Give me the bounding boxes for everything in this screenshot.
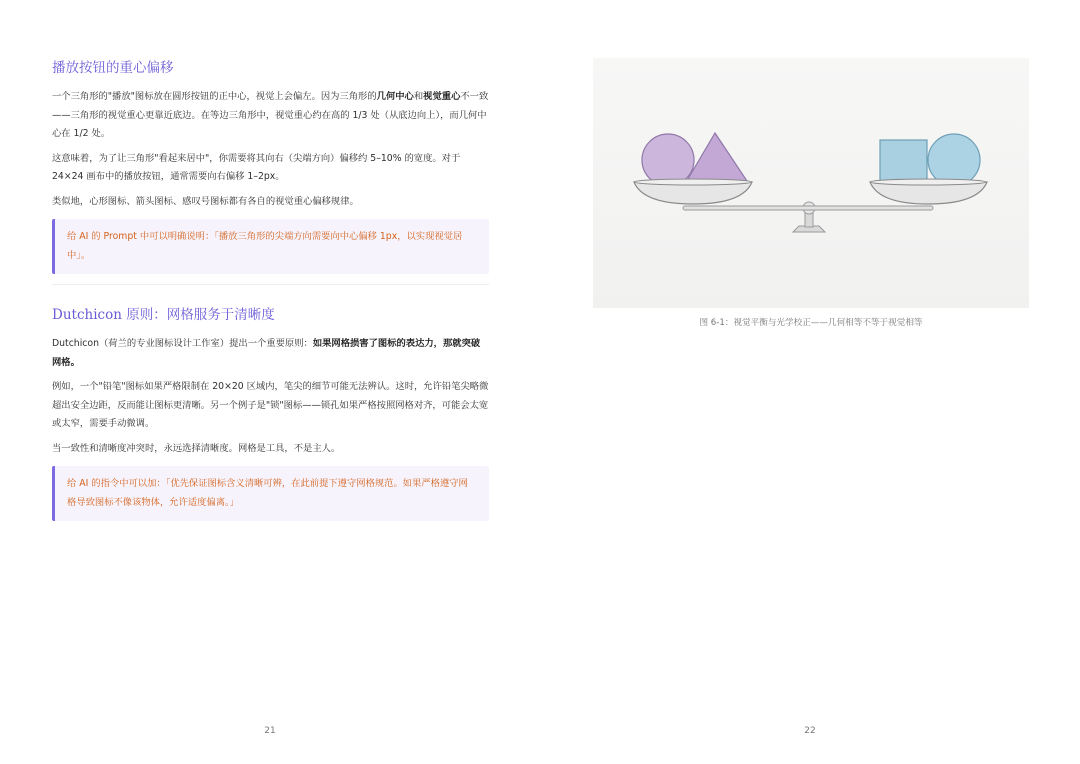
section-heading-play-button: 播放按钮的重心偏移 <box>52 60 174 76</box>
bold-text: 如果网格损害了图标的表达力，那就突破网格。 <box>52 338 481 368</box>
text: Dutchicon（荷兰的专业图标设计工作室）提出一个重要原则： <box>52 338 313 349</box>
section-heading-dutchicon: Dutchicon 原则：网格服务于清晰度 <box>52 307 275 323</box>
text: 一个三角形的"播放"图标放在圆形按钮的正中心，视觉上会偏左。因为三角形的 <box>52 91 377 102</box>
paragraph: 类似地，心形图标、箭头图标、感叹号图标都有各自的视觉重心偏移规律。 <box>52 195 359 207</box>
scale-beam <box>683 206 933 210</box>
right-pan-rim <box>870 179 986 185</box>
prompt-tip-callout: 给 AI 的指令中可以加：「优先保证图标含义清晰可辨，在此前提下遵守网格规范。如果严格遵守网格导致图标不像该物体，允许适度偏离。」 <box>52 466 489 521</box>
page-number: 22 <box>804 726 816 736</box>
bold-text: 视觉重心 <box>423 91 461 102</box>
paragraph: 这意味着，为了让三角形"看起来居中"，你需要将其向右（尖端方向）偏移约 5–10% 的宽度。对于 24×24 画布中的播放按钮，通常需要向右偏移 1–2px。 <box>52 152 461 182</box>
text: 和 <box>413 91 424 102</box>
left-page-content <box>52 58 489 521</box>
balance-scale-illustration <box>593 58 1029 308</box>
figure-caption: 图 6-1：视觉平衡与光学校正——几何相等不等于视觉相等 <box>699 318 923 328</box>
figure-visual-balance <box>593 58 1029 308</box>
prompt-tip-callout: 给 AI 的 Prompt 中可以明确说明：「播放三角形的尖端方向需要向中心偏移 1px，以实现视觉居中」。 <box>52 219 489 274</box>
section-divider <box>52 284 489 285</box>
paragraph <box>52 88 489 144</box>
circle-shape <box>642 134 694 186</box>
text: 不一致——三角形的视觉重心更靠近底边。在等边三角形中，视觉重心约在高的 1/3 处（从底边向上），而几何中心在 1/2 处。 <box>52 91 489 139</box>
paragraph: 当一致性和清晰度冲突时，永远选择清晰度。网格是工具，不是主人。 <box>52 442 341 454</box>
page-number: 21 <box>264 726 276 736</box>
bold-text: 几何中心 <box>376 91 414 102</box>
circle-shape <box>928 134 980 186</box>
paragraph <box>52 335 489 372</box>
left-pan-rim <box>634 179 752 185</box>
right-page <box>540 0 1080 764</box>
paragraph: 例如，一个"铅笔"图标如果严格限制在 20×20 区域内，笔尖的细节可能无法辨认。这时，允许铅笔尖略微超出安全边距，反而能让图标更清晰。另一个例子是"锁"图标——锁孔如果严格按照网格对齐，可能会太宽或太窄，需要手动微调。 <box>52 381 489 429</box>
